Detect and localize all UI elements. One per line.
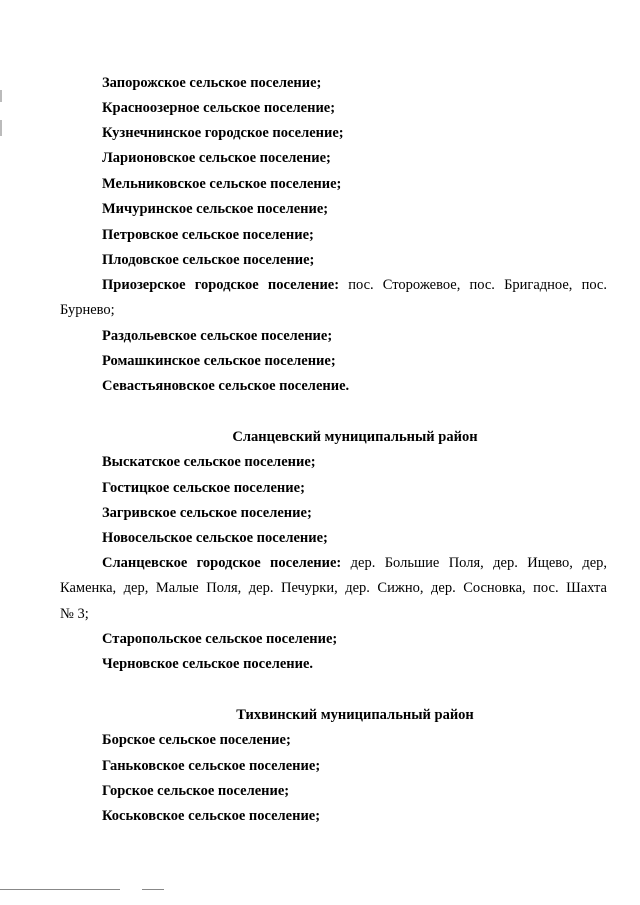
section-heading: Тихвинский муниципальный район <box>236 707 474 723</box>
list-item: Новосельское сельское поселение; <box>102 530 328 546</box>
scan-mark <box>0 90 2 102</box>
list-item: Петровское сельское поселение; <box>102 227 314 243</box>
list-item: Раздольевское сельское поселение; <box>102 328 333 344</box>
paragraph-priozersk <box>102 276 607 294</box>
list-item: Черновское сельское поселение. <box>102 656 314 672</box>
list-item: Мельниковское сельское поселение; <box>102 176 342 192</box>
footer-rule <box>0 889 120 890</box>
list-item: Горское сельское поселение; <box>102 783 290 799</box>
list-item: Борское сельское поселение; <box>102 732 291 748</box>
list-item: Запорожское сельское поселение; <box>102 75 322 91</box>
settlement-villages: пос. Сторожевое, пос. Бригадное, пос. <box>348 277 607 293</box>
list-item: Коськовское сельское поселение; <box>102 808 321 824</box>
list-item: Старопольское сельское поселение; <box>102 631 338 647</box>
list-item: Кузнечнинское городское поселение; <box>102 125 344 141</box>
settlement-name: Сланцевское городское поселение: <box>102 555 342 571</box>
list-item: Загривское сельское поселение; <box>102 505 312 521</box>
paragraph-continuation: Бурнево; <box>60 302 115 318</box>
list-item: Выскатское сельское поселение; <box>102 454 316 470</box>
list-item: Севастьяновское сельское поселение. <box>102 378 350 394</box>
list-item: Гостицкое сельское поселение; <box>102 480 305 496</box>
section-heading: Сланцевский муниципальный район <box>232 429 478 445</box>
paragraph-continuation: № 3; <box>60 606 89 622</box>
footer-rule <box>142 889 164 890</box>
scan-mark <box>0 120 2 136</box>
list-item: Мичуринское сельское поселение; <box>102 201 329 217</box>
paragraph-slantsy <box>102 554 607 572</box>
list-item: Ларионовское сельское поселение; <box>102 150 331 166</box>
paragraph-continuation: Каменка, дер, Малые Поля, дер. Печурки, дер. Сижно, дер. Сосновка, пос. Шахта <box>60 580 607 596</box>
list-item: Ромашкинское сельское поселение; <box>102 353 336 369</box>
list-item: Красноозерное сельское поселение; <box>102 100 336 116</box>
list-item: Ганьковское сельское поселение; <box>102 758 321 774</box>
list-item: Плодовское сельское поселение; <box>102 252 315 268</box>
settlement-name: Приозерское городское поселение: <box>102 277 340 293</box>
settlement-villages: дер. Большие Поля, дер. Ищево, дер, <box>350 555 608 571</box>
